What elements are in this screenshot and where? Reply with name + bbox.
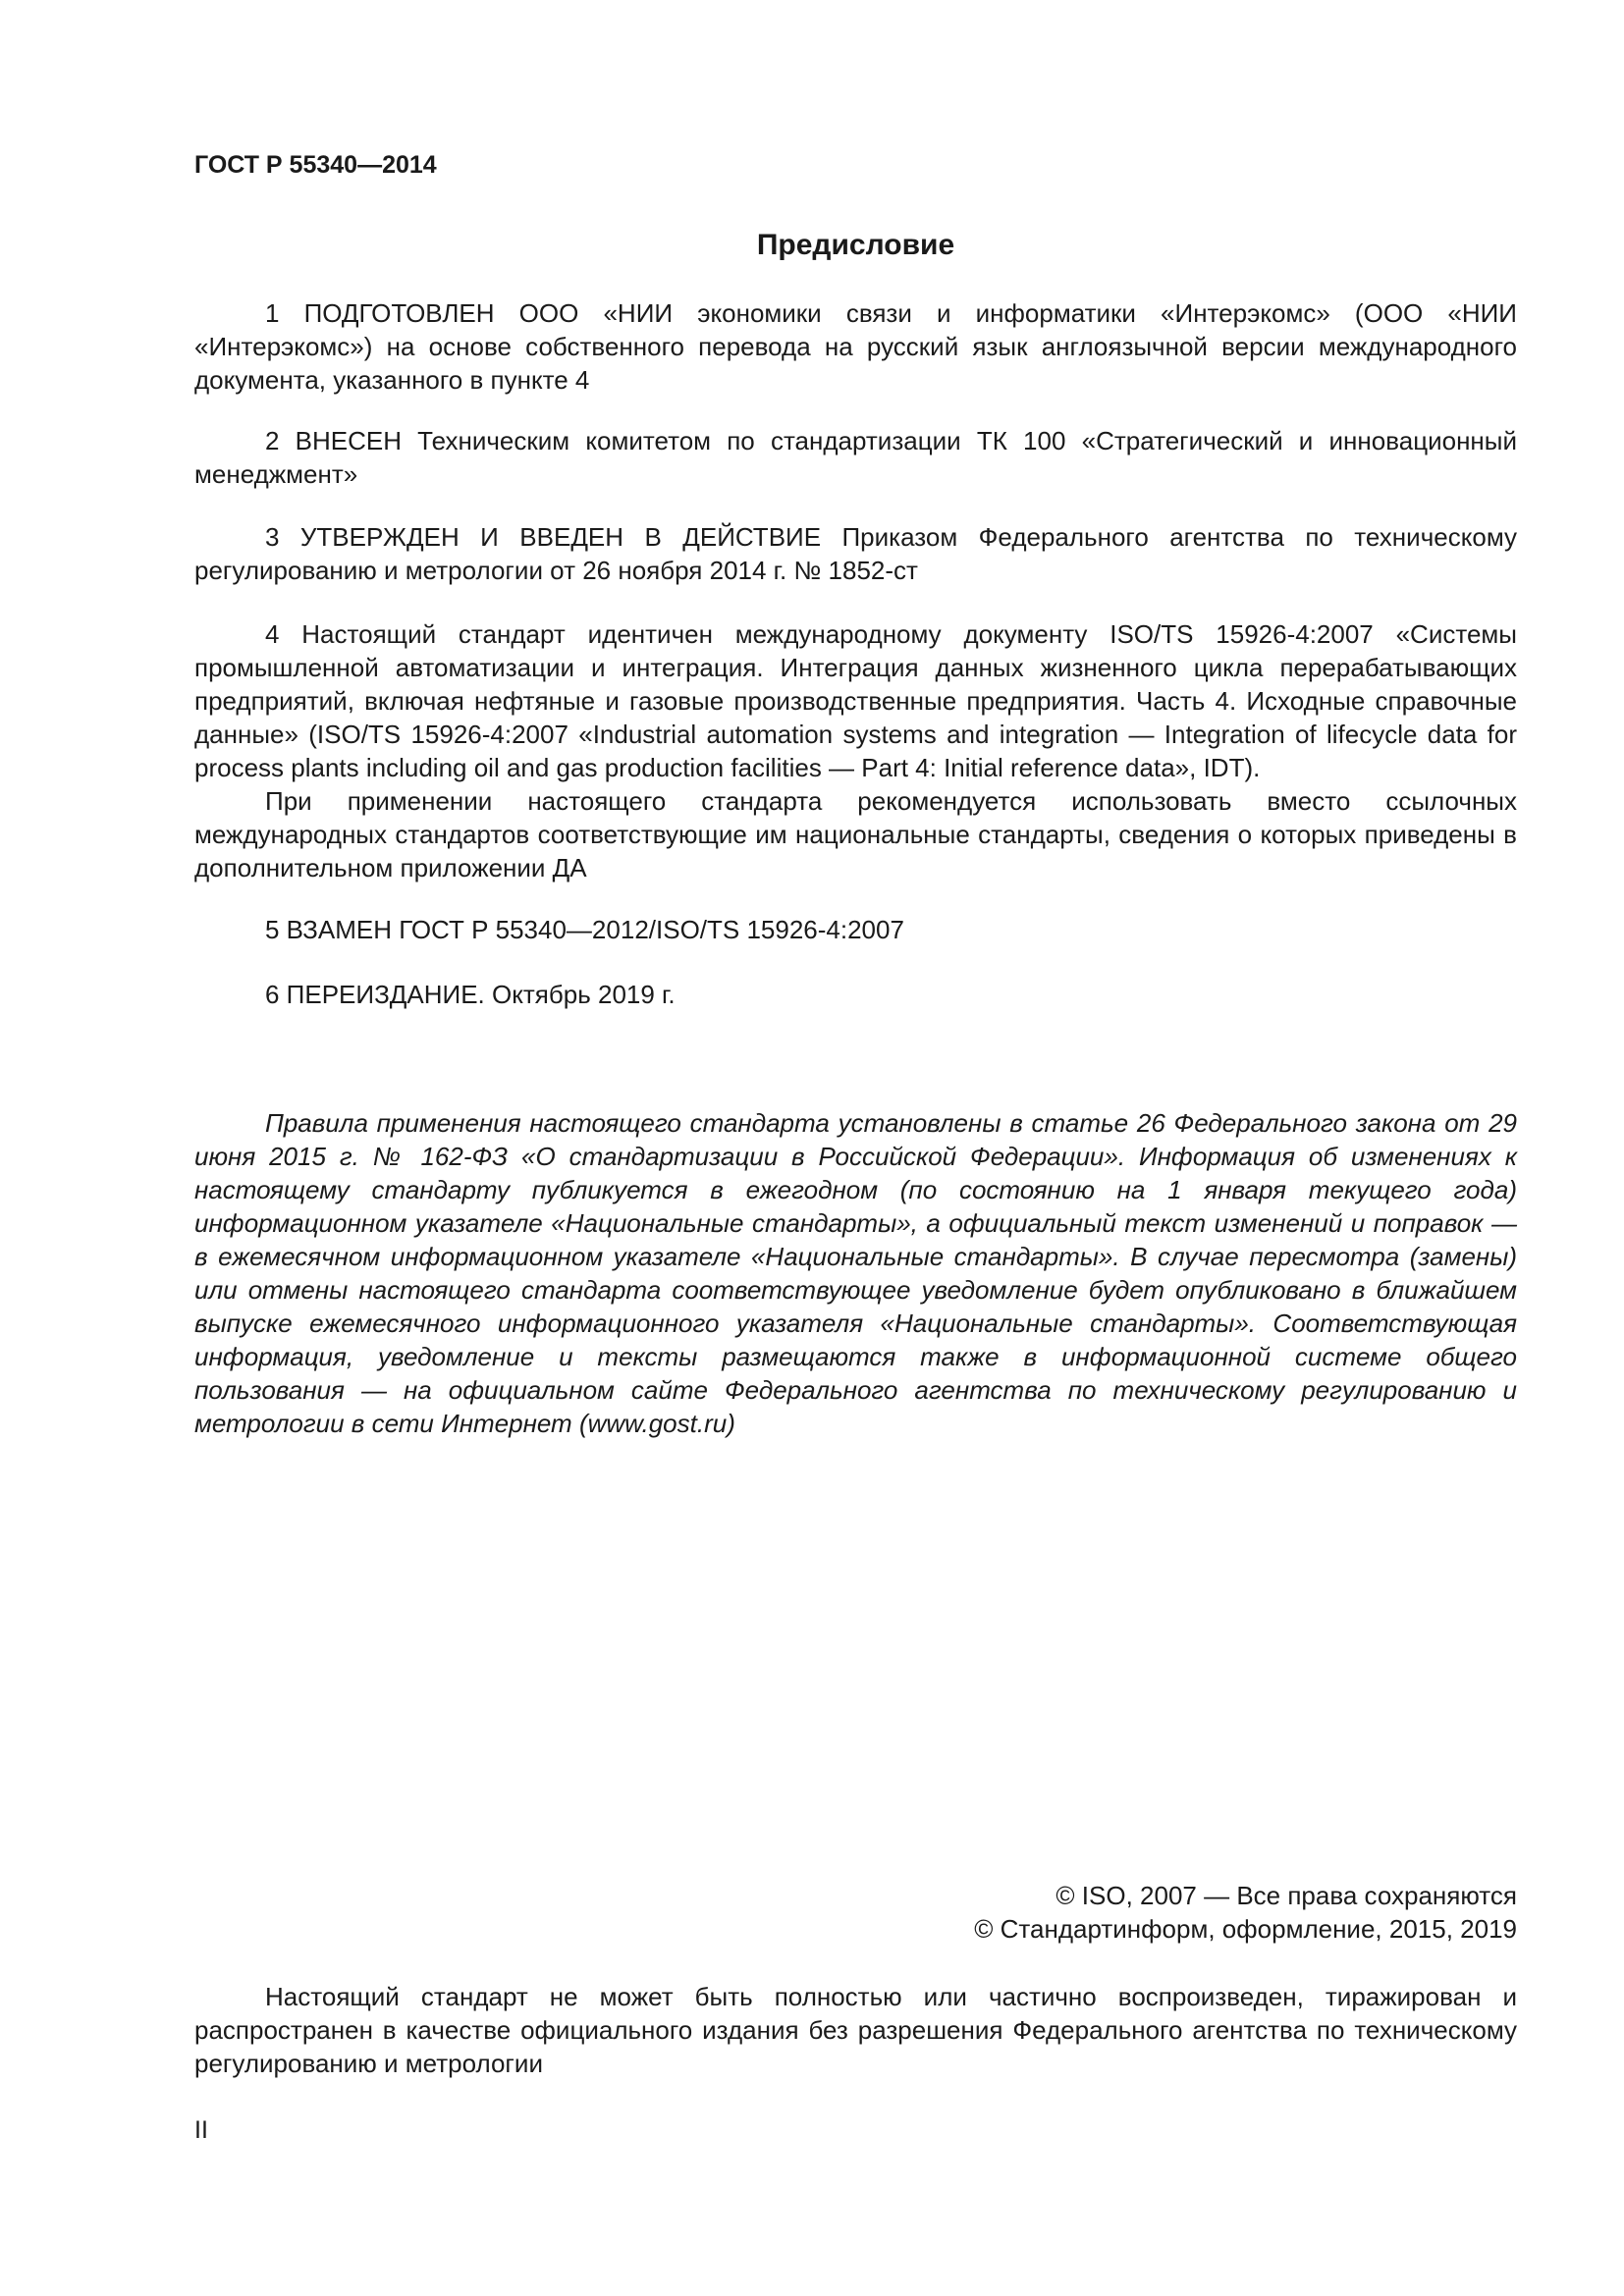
foreword-item-4-note: При применении настоящего стандарта рекомендуется использовать вместо ссылочных международных стандартов соответствующие им национальные стандарты, сведения о которых приведены в дополнительном приложении ДА bbox=[194, 786, 1517, 882]
foreword-item-3: 3 УТВЕРЖДЕН И ВВЕДЕН В ДЕЙСТВИЕ Приказом Федерального агентства по техническому регулированию и метрологии от 26 ноября 2014 г. № 1852-ст bbox=[194, 522, 1517, 585]
page-number: II bbox=[194, 2116, 208, 2144]
foreword-item-1: 1 ПОДГОТОВЛЕН ООО «НИИ экономики связи и информатики «Интерэкомс» (ООО «НИИ «Интерэкомс») на основе собственного перевода на русский язык англоязычной версии международного документа, указанного в пункте 4 bbox=[194, 298, 1517, 395]
copyright-iso: © ISO, 2007 — Все права сохраняются bbox=[1056, 1881, 1517, 1910]
page-title: Предисловие bbox=[756, 229, 955, 261]
copyright-standartinform: © Стандартинформ, оформление, 2015, 2019 bbox=[974, 1914, 1517, 1944]
legal-notice: Правила применения настоящего стандарта установлены в статье 26 Федерального закона от 29 июня 2015 г. № 162-ФЗ «О стандартизации в Российской Федерации». Информация об изменениях к настоящему стандарту публикуется в ежегодном (по состоянию на 1 января текущего года) информационном указателе «Национальные стандарты», а официальный текст изменений и поправок — в ежемесячном информационном указателе «Национальные стандарты». В случае пересмотра (замены) или отмены настоящего стандарта соответствующее уведомление будет опубликовано в ближайшем выпуске ежемесячного информационного указателя «Национальные стандарты». Соответствующая информация, уведомление и тексты размещаются также в информационной системе общего пользования — на официальном сайте Федерального агентства по техническому регулированию и метрологии в сети Интернет (www.gost.ru) bbox=[194, 1108, 1517, 1438]
foreword-item-5: 5 ВЗАМЕН ГОСТ Р 55340—2012/ISO/TS 15926-4:2007 bbox=[265, 915, 904, 944]
document-code: ГОСТ Р 55340—2014 bbox=[194, 151, 437, 179]
foreword-item-4: 4 Настоящий стандарт идентичен международному документу ISO/TS 15926-4:2007 «Системы промышленной автоматизации и интеграция. Интеграция данных жизненного цикла перерабатывающих предприятий, включая нефтяные и газовые производственные предприятия. Часть 4. Исходные справочные данные» (ISO/TS 15926-4:2007 «Industrial automation systems and integration — Integration of lifecycle data for process plants including oil and gas production facilities — Part 4: Initial reference data», IDT). bbox=[194, 619, 1517, 782]
foreword-item-6: 6 ПЕРЕИЗДАНИЕ. Октябрь 2019 г. bbox=[265, 980, 676, 1009]
reproduction-notice: Настоящий стандарт не может быть полностью или частично воспроизведен, тиражирован и распространен в качестве официального издания без разрешения Федерального агентства по техническому регулированию и метрологии bbox=[194, 1982, 1517, 2078]
foreword-item-2: 2 ВНЕСЕН Техническим комитетом по стандартизации ТК 100 «Стратегический и инновационный менеджмент» bbox=[194, 426, 1517, 489]
